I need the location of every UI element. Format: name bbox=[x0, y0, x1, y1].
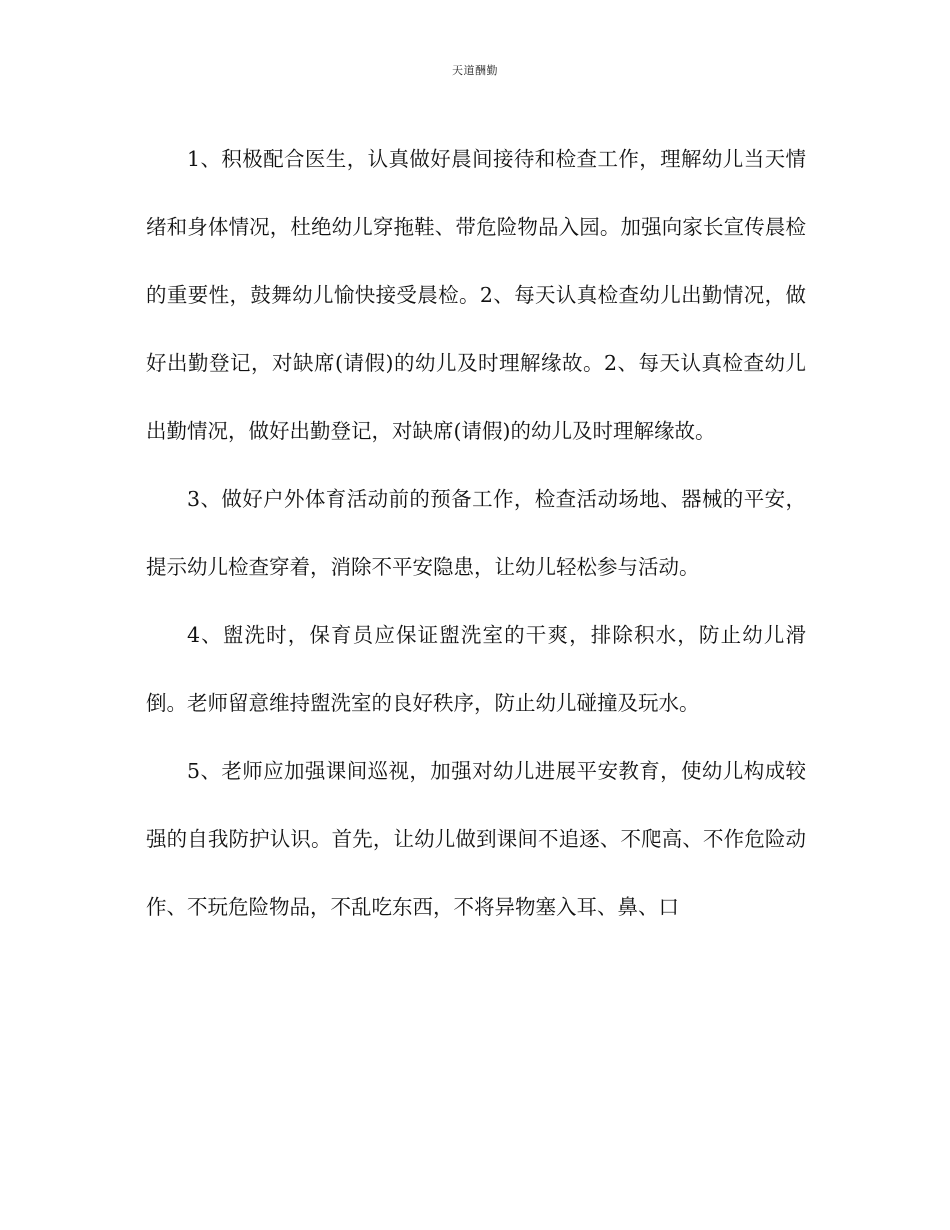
paragraph-4: 5、老师应加强课间巡视，加强对幼儿进展平安教育，使幼儿构成较强的自我防护认识。首先，让幼儿做到课间不追逐、不爬高、不作危险动作、不玩危险物品，不乱吃东西，不将异物塞入耳、鼻、口 bbox=[146, 759, 806, 919]
document-body bbox=[146, 125, 806, 941]
paragraph-2: 3、做好户外体育活动前的预备工作，检查活动场地、器械的平安，提示幼儿检查穿着，消除不平安隐患，让幼儿轻松参与活动。 bbox=[146, 487, 806, 579]
page-header: 天道酬勤 bbox=[452, 64, 498, 77]
paragraph-3: 4、盥洗时，保育员应保证盥洗室的干爽，排除积水，防止幼儿滑倒。老师留意维持盥洗室的良好秩序，防止幼儿碰撞及玩水。 bbox=[146, 623, 806, 715]
paragraph-1: 1、积极配合医生，认真做好晨间接待和检查工作，理解幼儿当天情绪和身体情况，杜绝幼儿穿拖鞋、带危险物品入园。加强向家长宣传晨检的重要性，鼓舞幼儿愉快接受晨检。2、每天认真检查幼儿出勤情况，做好出勤登记，对缺席(请假)的幼儿及时理解缘故。2、每天认真检查幼儿出勤情况，做好出勤登记，对缺席(请假)的幼儿及时理解缘故。 bbox=[146, 147, 806, 443]
